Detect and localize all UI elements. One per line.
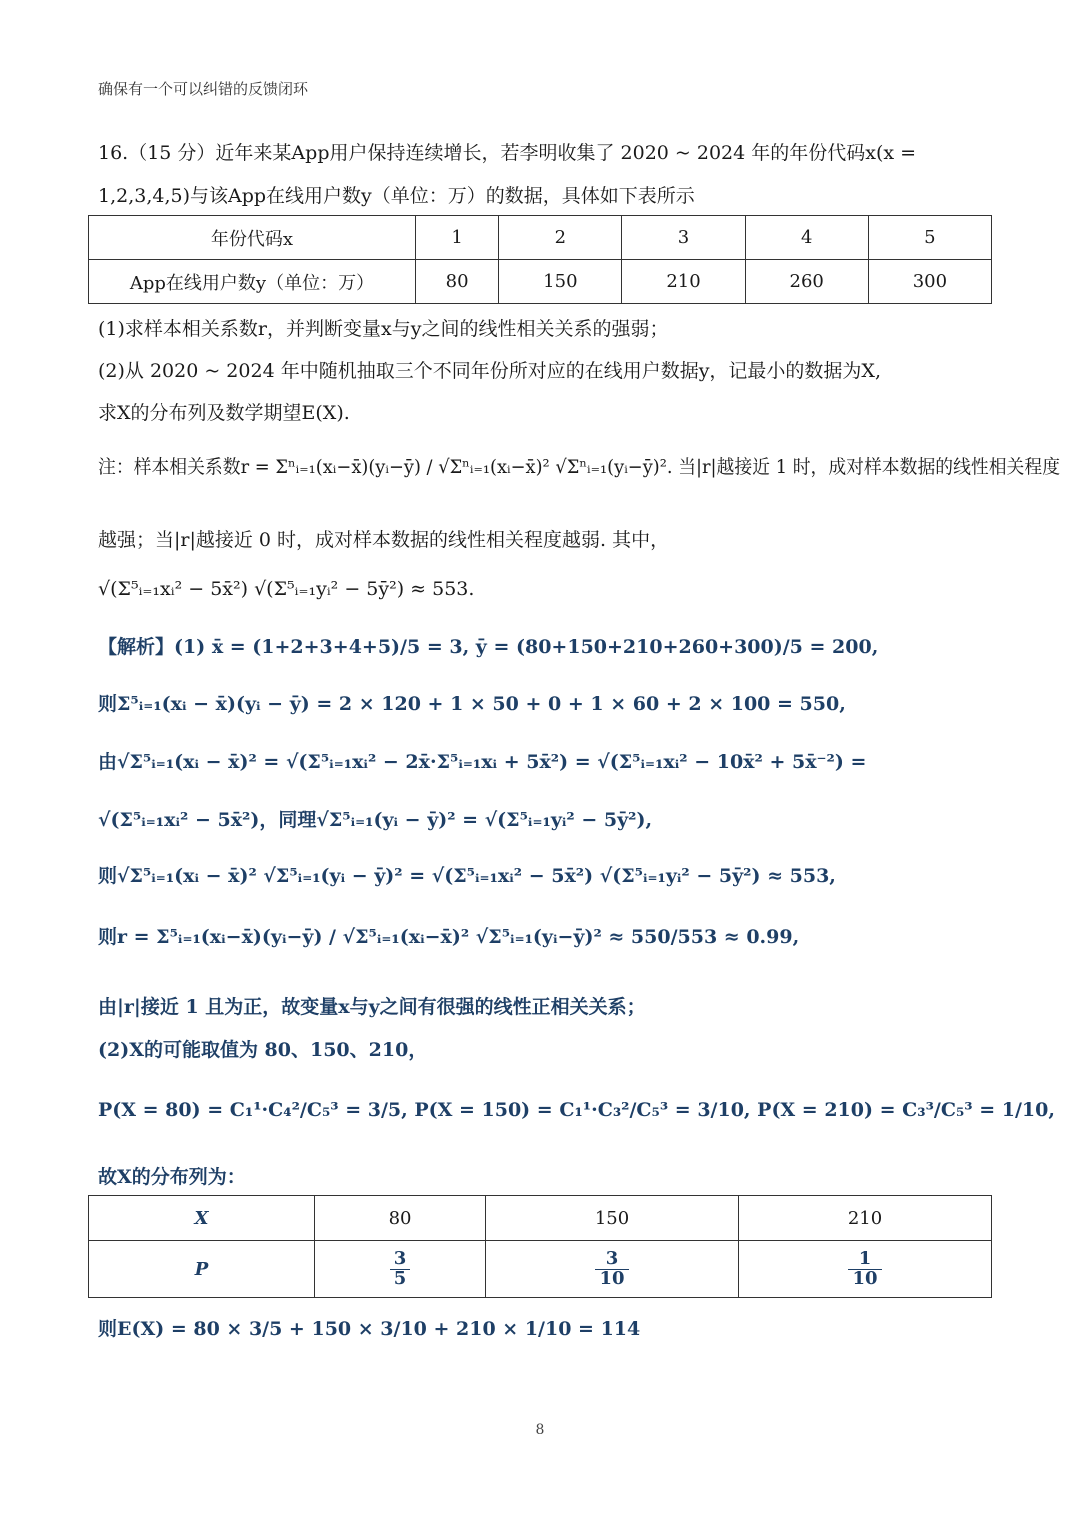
solution-line-5: 则√Σ⁵ᵢ₌₁(xᵢ − x̄)² √Σ⁵ᵢ₌₁(yᵢ − ȳ)² = √(Σ⁵ᵢ₌₁xᵢ² − 5x̄²) √(Σ⁵ᵢ₌₁yᵢ² − 5ȳ²) ≈ 553,	[98, 865, 836, 887]
solution-line-11: 则E(X) = 80 × 3/5 + 150 × 3/10 + 210 × 1/10 = 114	[98, 1318, 641, 1340]
table-cell: 2	[499, 216, 622, 260]
problem-line-1: 16.（15 分）近年来某App用户保持连续增长，若李明收集了 2020 ~ 2024 年的年份代码x(x =	[98, 142, 917, 164]
table-cell: 210	[739, 1196, 992, 1241]
fraction: $\frac{1}{10}$	[848, 1250, 881, 1289]
distribution-table	[88, 1195, 992, 1298]
table-cell	[486, 1241, 739, 1298]
table-cell: 80	[416, 260, 499, 304]
fraction: $\frac{3}{10}$	[595, 1250, 628, 1289]
solution-line-4: √(Σ⁵ᵢ₌₁xᵢ² − 5x̄²)，同理√Σ⁵ᵢ₌₁(yᵢ − ȳ)² = √(Σ⁵ᵢ₌₁yᵢ² − 5ȳ²),	[98, 809, 653, 831]
note-line-2: 越强；当|r|越接近 0 时，成对样本数据的线性相关程度越弱. 其中，	[98, 529, 670, 551]
note-line-3: √(Σ⁵ᵢ₌₁xᵢ² − 5x̄²) √(Σ⁵ᵢ₌₁yᵢ² − 5ȳ²) ≈ 553.	[98, 578, 475, 600]
table-cell: 5	[868, 216, 991, 260]
solution-line-2: 则Σ⁵ᵢ₌₁(xᵢ − x̄)(yᵢ − ȳ) = 2 × 120 + 1 × 50 + 0 + 1 × 60 + 2 × 100 = 550,	[98, 693, 846, 715]
table-cell: 300	[868, 260, 991, 304]
question-2-line-2: 求X的分布列及数学期望E(X).	[98, 402, 350, 424]
solution-line-1: 【解析】(1) x̄ = (1+2+3+4+5)/5 = 3, ȳ = (80+150+210+260+300)/5 = 200,	[98, 636, 879, 658]
table-row-header: 年份代码x	[89, 216, 416, 260]
solution-line-7: 由|r|接近 1 且为正，故变量x与y之间有很强的线性正相关关系；	[98, 996, 646, 1018]
solution-line-3: 由√Σ⁵ᵢ₌₁(xᵢ − x̄)² = √(Σ⁵ᵢ₌₁xᵢ² − 2x̄·Σ⁵ᵢ₌₁xᵢ + 5x̄²) = √(Σ⁵ᵢ₌₁xᵢ² − 10x̄² + 5x̄⁻²) =	[98, 751, 867, 773]
table-cell: 80	[315, 1196, 486, 1241]
table-row-header: P	[89, 1241, 315, 1298]
table-cell: 1	[416, 216, 499, 260]
table-cell: 4	[745, 216, 868, 260]
solution-line-9: P(X = 80) = C₁¹·C₄²/C₅³ = 3/5, P(X = 150) = C₁¹·C₃²/C₅³ = 3/10, P(X = 210) = C₃³/C₅³ = 1/10,	[98, 1099, 1055, 1121]
solution-line-6: 则r = Σ⁵ᵢ₌₁(xᵢ−x̄)(yᵢ−ȳ) / √Σ⁵ᵢ₌₁(xᵢ−x̄)² √Σ⁵ᵢ₌₁(yᵢ−ȳ)² ≈ 550/553 ≈ 0.99,	[98, 926, 800, 948]
page-number: 8	[535, 1422, 545, 1438]
note-line-1: 注：样本相关系数r = Σⁿᵢ₌₁(xᵢ−x̄)(yᵢ−ȳ) / √Σⁿᵢ₌₁(xᵢ−x̄)² √Σⁿᵢ₌₁(yᵢ−ȳ)². 当|r|越接近 1 时，成对样本数据的线性相关程度	[98, 456, 1061, 478]
table-cell: 150	[486, 1196, 739, 1241]
table-row-header: X	[89, 1196, 315, 1241]
solution-line-8: (2)X的可能取值为 80、150、210，	[98, 1039, 428, 1061]
table-cell: 260	[745, 260, 868, 304]
question-1: (1)求样本相关系数r，并判断变量x与y之间的线性相关关系的强弱；	[98, 318, 669, 340]
table-cell: 3	[622, 216, 745, 260]
fraction: $\frac{3}{5}$	[390, 1250, 411, 1289]
table-cell: 210	[622, 260, 745, 304]
table-cell: 150	[499, 260, 622, 304]
solution-line-10: 故X的分布列为：	[98, 1166, 246, 1188]
table-row-header: App在线用户数y（单位：万）	[89, 260, 416, 304]
table-cell	[739, 1241, 992, 1298]
table-cell	[315, 1241, 486, 1298]
question-2-line-1: (2)从 2020 ~ 2024 年中随机抽取三个不同年份所对应的在线用户数据y，记最小的数据为X,	[98, 360, 882, 382]
page-header: 确保有一个可以纠错的反馈闭环	[98, 80, 309, 98]
data-table	[88, 215, 992, 304]
problem-line-2: 1,2,3,4,5)与该App在线用户数y（单位：万）的数据，具体如下表所示	[98, 185, 695, 207]
